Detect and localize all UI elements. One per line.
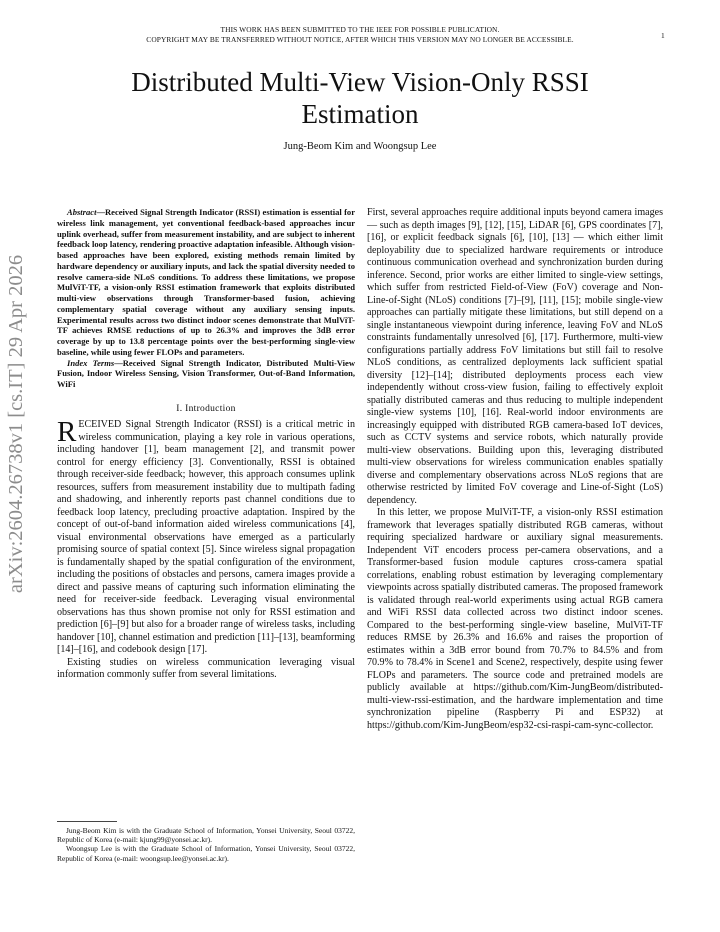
right-column — [367, 207, 663, 732]
author-list: Jung-Beom Kim and Woongsup Lee — [283, 141, 437, 152]
title-line-2: Estimation — [301, 99, 419, 129]
paper-title — [60, 66, 660, 130]
index-terms-text: —Received Signal Strength Indicator, Distributed Multi-View Fusion, Indoor Wireless Sensing, Vision Transformer, Out-of-Band Information, WiFi — [57, 357, 355, 389]
author-footnotes — [57, 826, 355, 863]
notice-line-2: COPYRIGHT MAY BE TRANSFERRED WITHOUT NOTICE, AFTER WHICH THIS VERSION MAY NO LONGER BE ACCESSIBLE. — [146, 35, 574, 44]
footnote-2: Woongsup Lee is with the Graduate School of Information, Yonsei University, Seoul 03722, Republic of Korea (e-mail: woongsup.lee@yonsei.ac.kr). — [57, 844, 355, 863]
submission-notice — [0, 25, 720, 45]
intro-paragraph-1-text: ECEIVED Signal Strength Indicator (RSSI) is a critical metric in wireless communication, playing a key role in various operations, including handover [1], beam management [2], and transmit power control for energy efficiency [3]. Conventionally, RSSI is obtained through receiver-side feedback; however, this approach consumes uplink resources, suffers from measurement instability due to multipath fading and shadowing, and inherently reports past channel conditions due to feedback loop latency, precluding proactive adaptation. Inspired by the concept of out-of-band information aided wireless communications [4], visual environmental observations have emerged as a particularly promising source of spatial context [5]. Since wireless signal propagation is fundamentally shaped by the spatial configuration of the environment, including the positions of obstacles and persons, camera images provide a direct and passive means of capturing such information eliminating the need for receiver-side feedback. Leveraging visual environmental observations has thus shown promise not only for RSSI estimation and prediction [6]–[9] but also for a broader range of wireless tasks, including handover [10], channel estimation and prediction [11]–[13], beamforming [14]–[16], and codebook design [17]. — [57, 419, 355, 656]
index-terms-label: Index Terms — [67, 357, 115, 368]
page-number: 1 — [661, 31, 665, 40]
intro-paragraph-2: Existing studies on wireless communication leveraging visual information commonly suffer from several limitations. — [57, 656, 355, 681]
intro-paragraph-1 — [57, 416, 355, 657]
notice-line-1: THIS WORK HAS BEEN SUBMITTED TO THE IEEE FOR POSSIBLE PUBLICATION. — [220, 25, 500, 34]
abstract-text: —Received Signal Strength Indicator (RSSI) estimation is essential for wireless link management, yet conventional feedback-based approaches incur uplink overhead, suffer from measurement instability, and are subject to inherent feedback loop latency, rendering proactive adaptation infeasible. Although vision-based approaches have been explored, existing methods remain limited by hardware dependency or auxiliary inputs, and lack the spatial diversity needed to resolve camera-side NLoS conditions. To address these limitations, we propose MulViT-TF, a vision-only RSSI estimation framework that exploits distributed multi-view observations through Transformer-based fusion, achieving complementary spatial coverage without any auxiliary sensing inputs. Experimental results across two distinct indoor scenes demonstrate that MulViT-TF achieves RMSE reductions of up to 26.3% and improves the 3dB error coverage by up to 13.8 percentage points over the best-performing single-view baseline, while using fewer FLOPs and parameters. — [57, 207, 355, 357]
right-paragraph-1: First, several approaches require additional inputs beyond camera images — such as depth images [9], [12], [15], LiDAR [6], GPS coordinates [7], [16], or explicit feedback signals [6], [10], [13] — which either limit deployability due to specialized hardware requirements or introduce continuous communication overhead and synchronization burden during inference. Second, prior works are either limited to single-view settings, which suffer from restricted Field-of-View (FoV) coverage and Non-Line-of-Sight (NLoS) conditions [7]–[9], [11], [15]; mobile single-view approaches can partially mitigate these limitations, but still depend on a single instantaneous viewpoint during inference, leaving FoV and NLoS constraints fundamentally unresolved [6], [17]. Furthermore, multi-view configurations partially address FoV limitations but still fail to resolve NLoS conditions, as centralized deployments lack sufficient spatial diversity [12]–[14]; distributed deployments process each view independently without cross-view fusion, failing to effectively exploit spatially distributed cameras and thus reducing to multiple independent single-view systems [10], [16]. Real-world indoor environments are increasingly equipped with distributed RGB camera-based IoT devices, such as CCTV systems and service robots, which naturally provide multi-view observations. Building upon this, leveraging distributed multi-view observations for wireless communication enables spatially diverse and complementary observations across NLoS regions that are otherwise restricted by limited FoV coverage and Line-of-Sight (LoS) dependency. — [367, 207, 663, 506]
arxiv-watermark: arXiv:2604.26738v1 [cs.IT] 29 Apr 2026 — [5, 254, 27, 594]
section-heading-introduction: I. Introduction — [176, 403, 236, 414]
footnote-rule — [57, 821, 117, 822]
index-terms — [57, 358, 355, 390]
abstract-label: Abstract — [67, 207, 97, 217]
abstract — [57, 207, 355, 358]
drop-cap: R — [57, 416, 77, 449]
right-paragraph-2: In this letter, we propose MulViT-TF, a vision-only RSSI estimation framework that leverages spatially distributed RGB cameras, without requiring specialized hardware or auxiliary signal measurements. Independent ViT encoders process per-camera observations, and a Transformer-based fusion module captures cross-camera spatial correlations, enabling robust estimation by leveraging complementary viewpoints across spatially distributed cameras. The proposed framework is validated through real-world experiments using actual RGB camera and WiFi RSSI data collected across two distinct indoor scenes. Compared to the best-performing single-view baseline, MulViT-TF reduces RMSE by 26.3% and 16.6% and raises the proportion of estimates within a 3dB error bound from 70.7% to 84.5% and from 70.9% to 78.4% in Scene1 and Scene2, respectively, despite using fewer FLOPs and parameters. The source code and pretrained models are publicly available at https://github.com/Kim-JungBeom/distributed-multi-view-rssi-estimation, and the hardware implementation and time synchronization pipeline (Raspberry Pi and ESP32) at https://github.com/Kim-JungBeom/esp32-csi-raspi-cam-sync-collector. — [367, 507, 663, 731]
left-column — [57, 207, 355, 682]
title-line-1: Distributed Multi-View Vision-Only RSSI — [131, 67, 589, 97]
footnote-1: Jung-Beom Kim is with the Graduate School of Information, Yonsei University, Seoul 03722, Republic of Korea (e-mail: kjung99@yonsei.ac.kr). — [57, 826, 355, 845]
